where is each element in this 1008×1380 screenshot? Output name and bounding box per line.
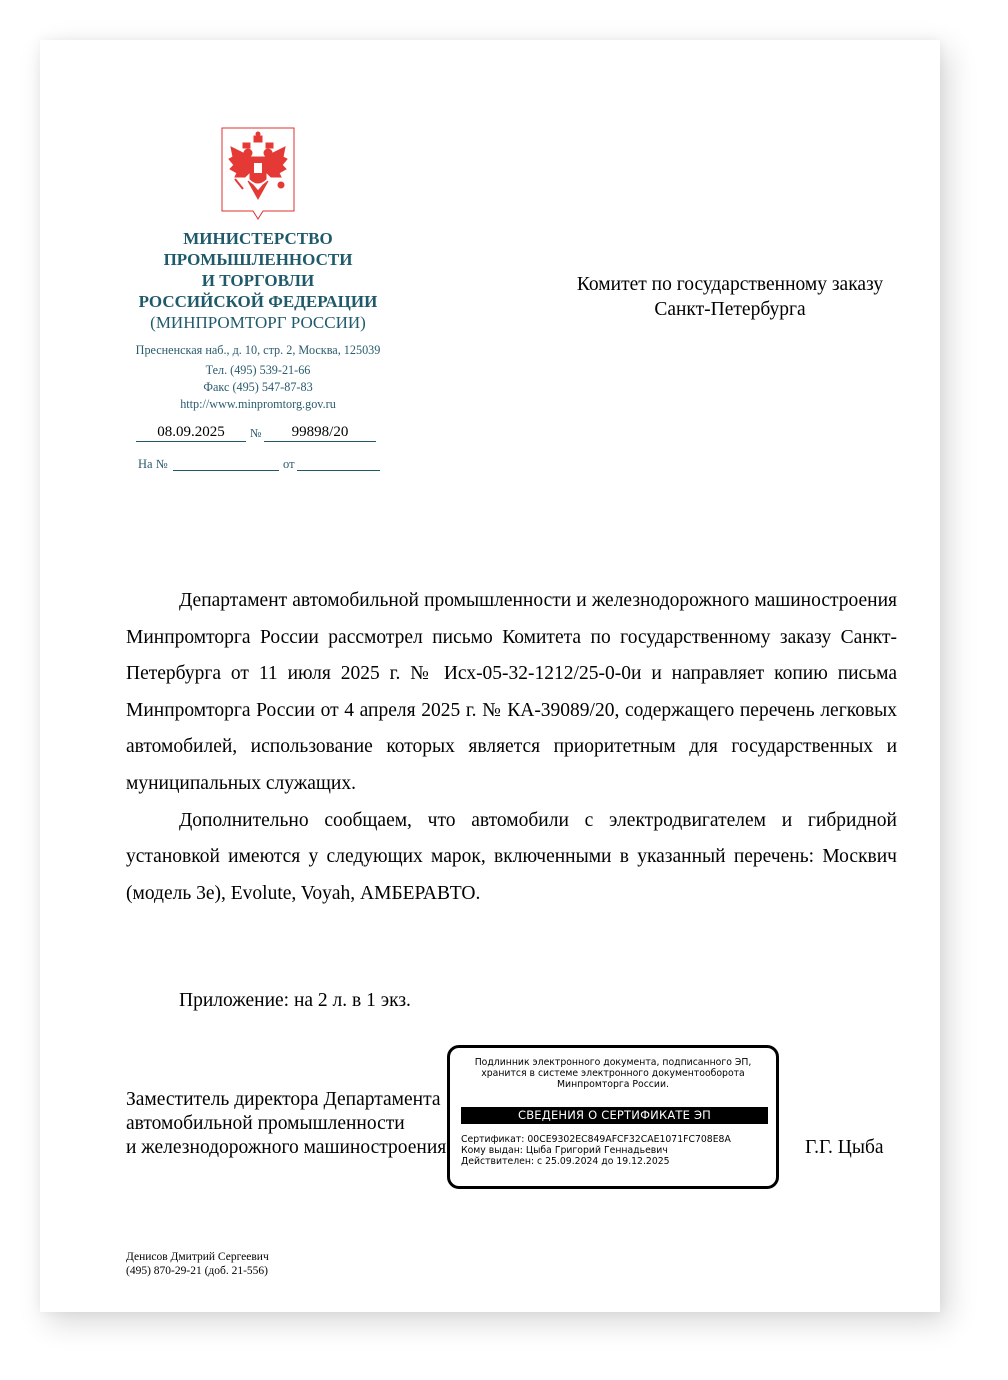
addressee-line: Санкт-Петербурга bbox=[654, 299, 806, 320]
addressee bbox=[540, 272, 920, 322]
ministry-address: Пресненская наб., д. 10, стр. 2, Москва, 125039 bbox=[135, 343, 381, 357]
stamp-certificate-bar: СВЕДЕНИЯ О СЕРТИФИКАТЕ ЭП bbox=[461, 1107, 768, 1124]
russian-coat-of-arms-icon bbox=[221, 127, 295, 221]
body-paragraph: Дополнительно сообщаем, что автомобили с электродвигателем и гибридной установкой имеются у следующих марок, включенными в указанный перечень: Москвич (модель 3е), Evolute, Voyah, АМБЕРАВТО. bbox=[126, 809, 897, 904]
letter-body bbox=[126, 583, 897, 912]
ministry-website: http://www.minpromtorg.gov.ru bbox=[180, 397, 336, 411]
signatory-title-line: автомобильной промышленности bbox=[126, 1113, 405, 1134]
reference-date-blank bbox=[297, 470, 380, 471]
ministry-line: ПРОМЫШЛЕННОСТИ bbox=[163, 250, 353, 269]
signatory-title-line: Заместитель директора Департамента bbox=[126, 1089, 441, 1110]
ministry-phone: Тел. (495) 539-21-66 bbox=[205, 363, 311, 377]
stamp-header-line: Подлинник электронного документа, подписанного ЭП, bbox=[474, 1057, 752, 1068]
signatory-name: Г.Г. Цыба bbox=[805, 1137, 884, 1158]
appendix-note: Приложение: на 2 л. в 1 экз. bbox=[179, 990, 411, 1011]
number-sign: № bbox=[250, 426, 262, 440]
stamp-header bbox=[450, 1057, 776, 1090]
registration-line bbox=[136, 423, 382, 443]
stamp-certificate-info bbox=[461, 1134, 731, 1167]
signatory-title-line: и железнодорожного машиностроения bbox=[126, 1137, 447, 1158]
reference-number-label: На № bbox=[138, 457, 168, 471]
executor-info bbox=[126, 1250, 269, 1278]
document-page bbox=[40, 40, 940, 1312]
certificate-id: Сертификат: 00CE9302EC849AFCF32CAE1071FC708E8A bbox=[461, 1134, 731, 1145]
ministry-abbr: (МИНПРОМТОРГ РОССИИ) bbox=[150, 313, 366, 332]
stamp-header-line: хранится в системе электронного документооборота bbox=[481, 1068, 745, 1079]
executor-phone: (495) 870-29-21 (доб. 21-556) bbox=[126, 1265, 269, 1277]
ministry-contacts bbox=[98, 342, 418, 413]
executor-name: Денисов Дмитрий Сергеевич bbox=[126, 1251, 269, 1263]
stamp-header-line: Минпромторга России. bbox=[557, 1079, 669, 1090]
ministry-line: И ТОРГОВЛИ bbox=[201, 271, 315, 290]
ministry-name bbox=[98, 228, 418, 333]
reference-number-blank bbox=[173, 470, 279, 471]
body-paragraph: Департамент автомобильной промышленности и железнодорожного машиностроения Минпромторга России рассмотрел письмо Комитета по государственному заказу Санкт-Петербурга от 11 июля 2025 г. № Исх-05-32-1212/25-0-0и и направляет копию письма Минпромторга России от 4 апреля 2025 г. № КА-39089/20, содержащего перечень легковых автомобилей, использование которых является приоритетным для государственных и муниципальных служащих. bbox=[126, 590, 897, 794]
reference-line bbox=[138, 455, 384, 473]
e-signature-stamp bbox=[447, 1045, 779, 1189]
ministry-line: РОССИЙСКОЙ ФЕДЕРАЦИИ bbox=[138, 292, 378, 311]
certificate-owner: Кому выдан: Цыба Григорий Геннадьевич bbox=[461, 1145, 668, 1156]
addressee-line: Комитет по государственному заказу bbox=[576, 274, 884, 295]
ministry-line: МИНИСТЕРСТВО bbox=[183, 229, 333, 248]
registration-number: 99898/20 bbox=[264, 423, 376, 442]
registration-date: 08.09.2025 bbox=[136, 423, 246, 442]
ministry-fax: Факс (495) 547-87-83 bbox=[203, 380, 313, 394]
certificate-validity: Действителен: с 25.09.2024 до 19.12.2025 bbox=[461, 1156, 670, 1167]
reference-date-label: от bbox=[283, 457, 295, 471]
